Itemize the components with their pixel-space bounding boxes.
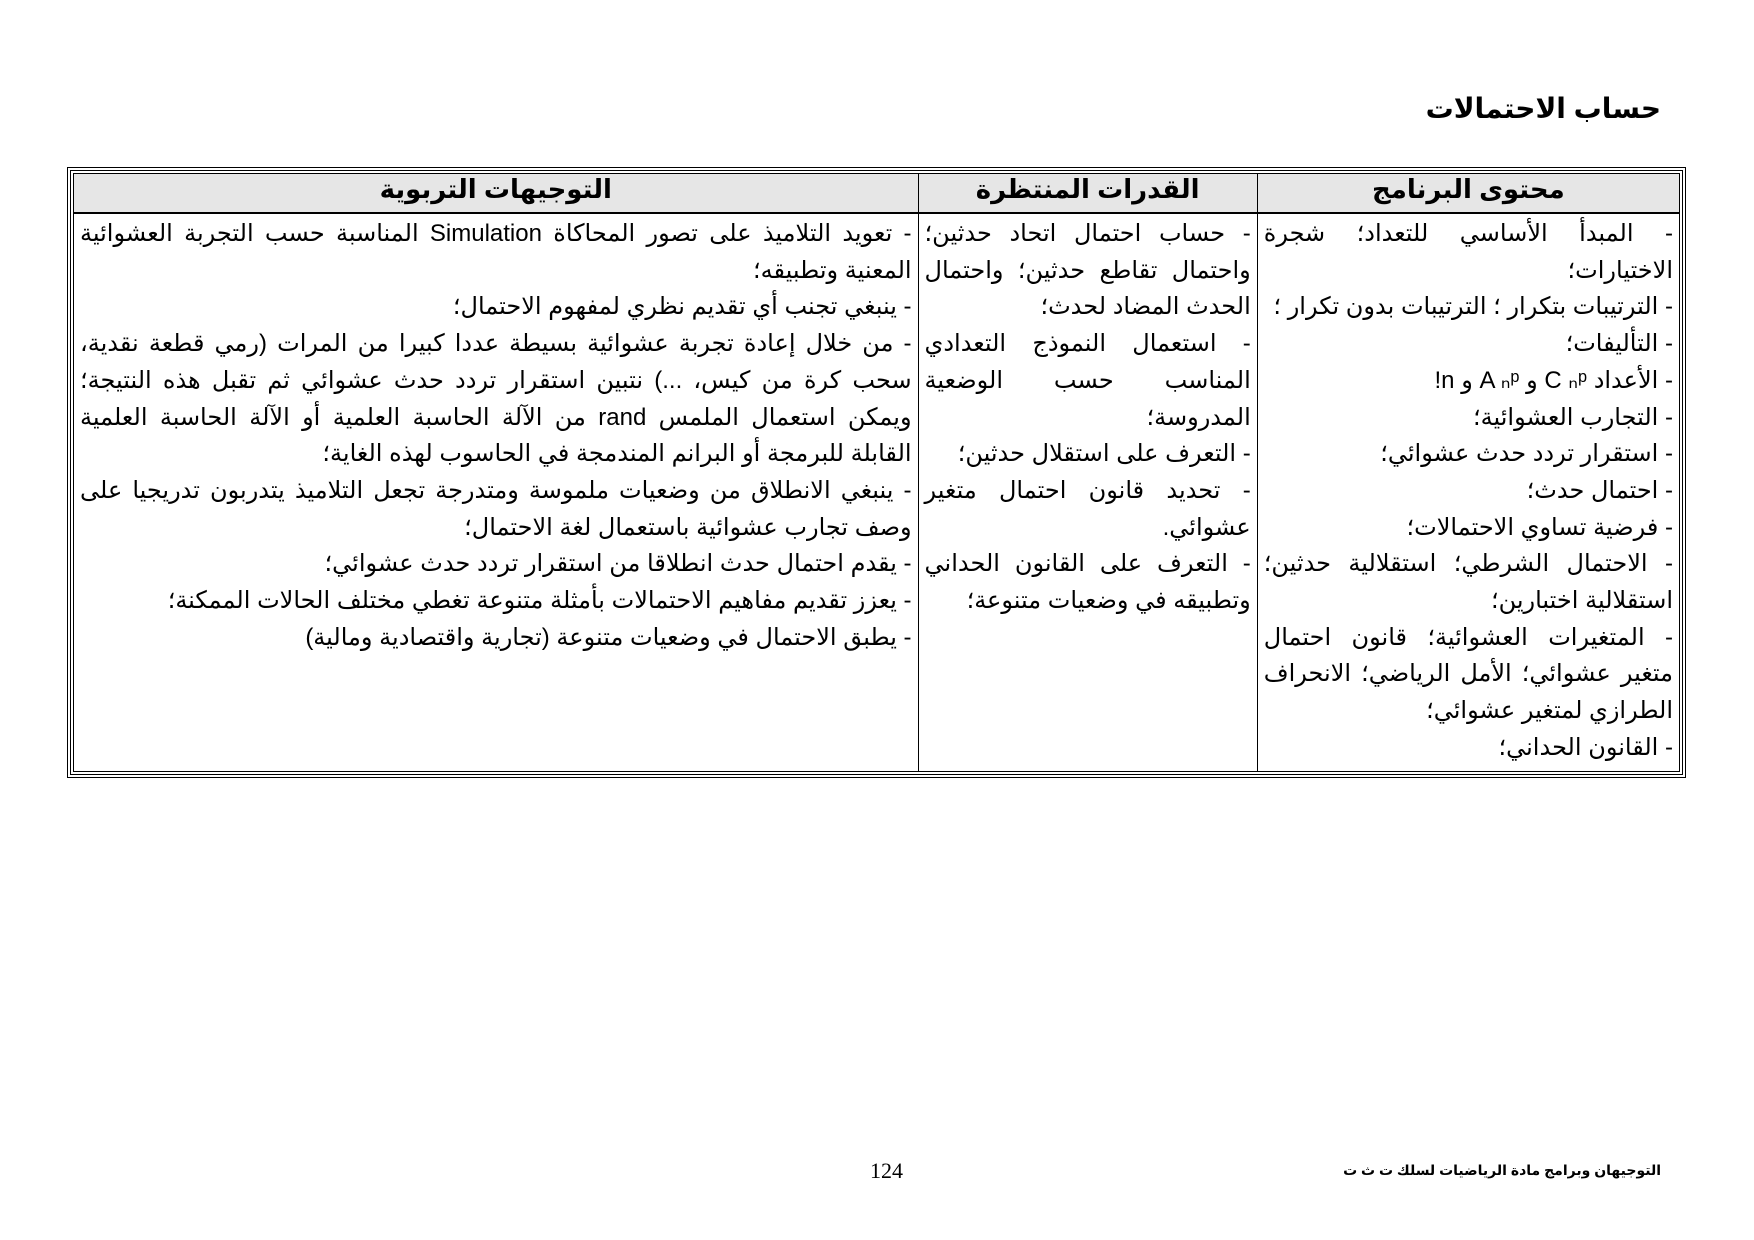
content-item: - الترتيبات بتكرار ؛ الترتيبات بدون تكرار ؛ — [1273, 293, 1673, 321]
content-item: - الاحتمال الشرطي؛ استقلالية حدثين؛ استقلالية اختبارين؛ — [1263, 550, 1673, 615]
footer-title: التوجيهان وبرامج مادة الرياضيات لسلك ت ث ت — [1343, 1162, 1661, 1178]
ability-item: - التعرف على استقلال حدثين؛ — [957, 440, 1251, 468]
content-item: - استقرار تردد حدث عشوائي؛ — [1380, 440, 1673, 468]
content-item: - القانون الحداني؛ — [1498, 733, 1673, 761]
content-item: - التجارب العشوائية؛ — [1473, 403, 1673, 431]
program-table — [73, 173, 1680, 772]
content-item: - المبدأ الأساسي للتعداد؛ شجرة الاختيارات؛ — [1263, 220, 1673, 284]
program-table-frame — [67, 167, 1686, 778]
page-title: حساب الاحتمالات — [1425, 93, 1661, 124]
content-item: - احتمال حدث؛ — [1526, 476, 1673, 504]
guidance-item: - يقدم احتمال حدث انطلاقا من استقرار تردد حدث عشوائي؛ — [324, 550, 912, 578]
content-item: - الأعداد C ₙᵖ و A ₙᵖ و n! — [1434, 366, 1673, 394]
guidance-item: - من خلال إعادة تجربة عشوائية بسيطة عددا كبيرا من المرات (رمي قطعة نقدية، سحب كرة من كيس، ...) نتبين استقرار تردد حدث عشوائي ثم تقبل هذه النتيجة؛ ويمكن استعمال الملمس rand من الآلة الحاسبة العلمية أو الآلة الحاسبة العلمية القابلة للبرمجة أو البرانم المندمجة في الحاسوب لهذه الغاية؛ — [80, 330, 912, 468]
ability-item: - حساب احتمال اتحاد حدثين؛ واحتمال تقاطع حدثين؛ واحتمال الحدث المضاد لحدث؛ — [924, 220, 1251, 321]
guidance-item: - تعويد التلاميذ على تصور المحاكاة Simulation المناسبة حسب التجربة العشوائية المعنية وتطبيقه؛ — [80, 220, 912, 284]
content-cell — [1257, 213, 1679, 771]
guidance-item: - ينبغي تجنب أي تقديم نظري لمفهوم الاحتمال؛ — [452, 293, 912, 321]
ability-item: - استعمال النموذج التعدادي المناسب حسب الوضعية المدروسة؛ — [924, 330, 1251, 431]
content-item: - التأليفات؛ — [1565, 330, 1673, 358]
header-expected-abilities: القدرات المنتظرة — [918, 174, 1257, 214]
ability-item: - التعرف على القانون الحداني وتطبيقه في وضعيات متنوعة؛ — [924, 550, 1251, 615]
guidance-item: - ينبغي الانطلاق من وضعيات ملموسة ومتدرجة تجعل التلاميذ يتدربون تدريجيا على وصف تجارب عشوائية باستعمال لغة الاحتمال؛ — [80, 476, 912, 541]
content-item: - المتغيرات العشوائية؛ قانون احتمال متغير عشوائي؛ الأمل الرياضي؛ الانحراف الطرازي لمتغير عشوائي؛ — [1263, 623, 1673, 725]
header-program-content: محتوى البرنامج — [1257, 174, 1679, 214]
guidance-cell — [74, 213, 919, 771]
guidance-item: - يعزز تقديم مفاهيم الاحتمالات بأمثلة متنوعة تغطي مختلف الحالات الممكنة؛ — [167, 587, 912, 615]
page-number: 124 — [870, 1158, 903, 1183]
table-row — [74, 213, 1680, 771]
abilities-cell — [918, 213, 1257, 771]
table-header-row — [74, 174, 1680, 214]
content-item: - فرضية تساوي الاحتمالات؛ — [1406, 513, 1673, 541]
ability-item: - تحديد قانون احتمال متغير عشوائي. — [924, 476, 1251, 541]
header-pedagogical-guidance: التوجيهات التربوية — [74, 174, 919, 214]
guidance-item: - يطبق الاحتمال في وضعيات متنوعة (تجارية واقتصادية ومالية) — [305, 623, 912, 651]
